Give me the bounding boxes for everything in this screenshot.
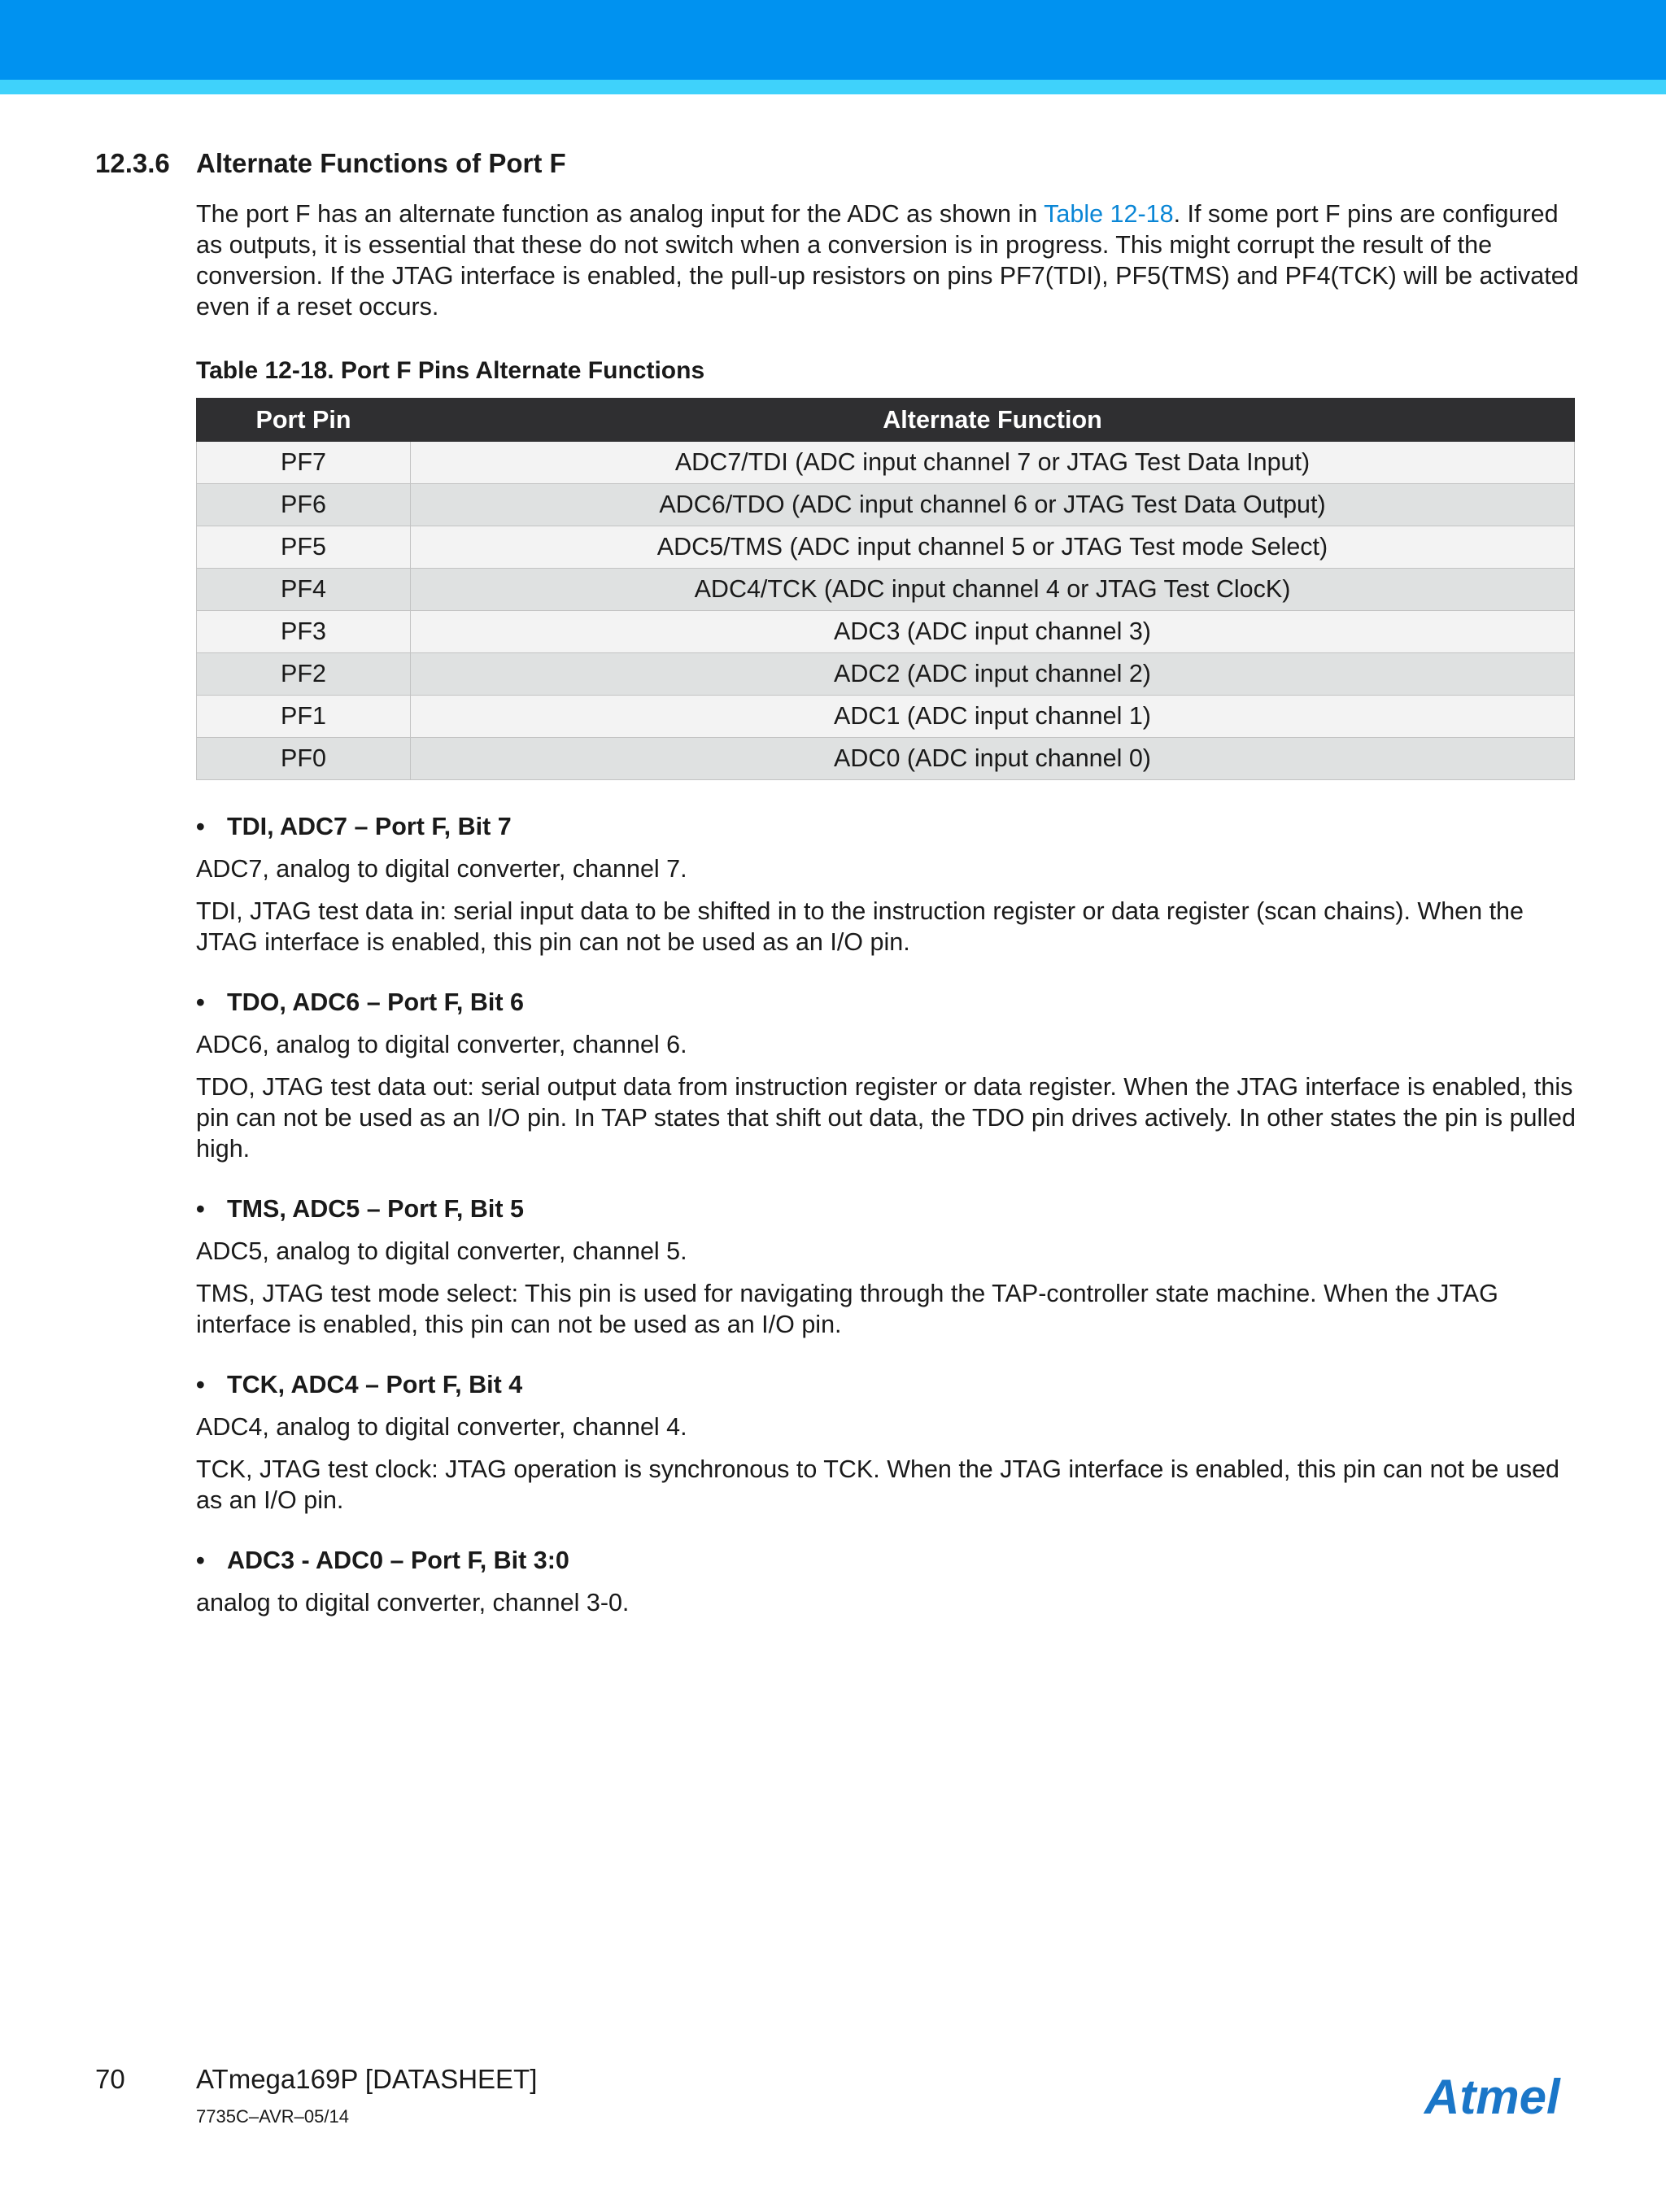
atmel-logo [1423, 2066, 1574, 2125]
bullet-heading-text: TMS, ADC5 – Port F, Bit 5 [227, 1195, 524, 1223]
bullet-heading-text: ADC3 - ADC0 – Port F, Bit 3:0 [227, 1547, 569, 1574]
intro-paragraph [196, 199, 1579, 322]
document-title: ATmega169P [DATASHEET] [196, 2064, 538, 2094]
bullet-heading-tdi-adc7 [196, 811, 1579, 842]
main-content [196, 199, 1579, 1618]
bullet-paragraph: TMS, JTAG test mode select: This pin is used for navigating through the TAP-controller state machine. When the JTAG interface is enabled, this pin can not be used as an I/O pin. [196, 1280, 1498, 1338]
bullet-heading-tdo-adc6 [196, 987, 1579, 1018]
bullet-paragraph: TCK, JTAG test clock: JTAG operation is synchronous to TCK. When the JTAG interface is enabled, this pin can not be used as an I/O pin. [196, 1455, 1560, 1514]
port-f-pins-table [196, 398, 1575, 780]
port-pin-cell: PF5 [197, 526, 411, 569]
port-pin-cell: PF2 [197, 653, 411, 696]
alternate-function-cell: ADC2 (ADC input channel 2) [411, 653, 1575, 696]
table-row [197, 484, 1575, 526]
table-row [197, 738, 1575, 780]
bullet-heading-tms-adc5 [196, 1193, 1579, 1224]
bullet-heading-text: TCK, ADC4 – Port F, Bit 4 [227, 1371, 523, 1398]
bullet-heading-text: TDI, ADC7 – Port F, Bit 7 [227, 813, 512, 840]
document-code: 7735C–AVR–05/14 [196, 2106, 349, 2127]
bullet-paragraph: ADC5, analog to digital converter, channel 5. [196, 1237, 687, 1265]
table-row [197, 442, 1575, 484]
table-header-row [197, 399, 1575, 442]
bullet-heading-text: TDO, ADC6 – Port F, Bit 6 [227, 988, 524, 1016]
table-row [197, 653, 1575, 696]
section-heading [95, 148, 566, 179]
bullet-paragraph: ADC6, analog to digital converter, channel 6. [196, 1031, 687, 1058]
intro-text-after: . If some port F pins are configured as outputs, it is essential that these do not switch when a conversion is in progress. This might corrupt the result of the conversion. If the JTAG interface is enabled, the pull-up resistors on pins PF7(TDI), PF5(TMS) and PF4(TCK) will be activated even if a reset occurs. [196, 200, 1579, 321]
atmel-logo-text: Atmel [1424, 2070, 1560, 2124]
table-caption: Table 12-18. Port F Pins Alternate Functions [196, 357, 705, 384]
bullet-paragraph: TDO, JTAG test data out: serial output data from instruction register or data register. When the JTAG interface is enabled, this pin can not be used as an I/O pin. In TAP states that shift out data, the TDO pin drives actively. In other states the pin is pulled high. [196, 1073, 1576, 1163]
table-row [197, 526, 1575, 569]
alternate-function-cell: ADC5/TMS (ADC input channel 5 or JTAG Test mode Select) [411, 526, 1575, 569]
bullet-icon: • [196, 988, 205, 1016]
section-title: Alternate Functions of Port F [196, 148, 566, 178]
bullet-icon: • [196, 1371, 205, 1398]
port-pin-cell: PF4 [197, 569, 411, 611]
port-pin-cell: PF7 [197, 442, 411, 484]
alternate-function-cell: ADC6/TDO (ADC input channel 6 or JTAG Test Data Output) [411, 484, 1575, 526]
port-pin-cell: PF3 [197, 611, 411, 653]
header-alternate-function: Alternate Function [411, 399, 1575, 442]
section-number: 12.3.6 [95, 148, 170, 178]
alternate-function-cell: ADC7/TDI (ADC input channel 7 or JTAG Test Data Input) [411, 442, 1575, 484]
alternate-function-cell: ADC1 (ADC input channel 1) [411, 696, 1575, 738]
bullet-icon: • [196, 813, 205, 840]
table-reference-link[interactable]: Table 12-18 [1044, 200, 1174, 228]
bullet-icon: • [196, 1195, 205, 1223]
bullet-paragraph: ADC7, analog to digital converter, channel 7. [196, 855, 687, 883]
table-row [197, 569, 1575, 611]
port-pin-cell: PF0 [197, 738, 411, 780]
table-row [197, 611, 1575, 653]
header-stripe [0, 80, 1666, 94]
port-pin-cell: PF6 [197, 484, 411, 526]
bullet-heading-tck-adc4 [196, 1369, 1579, 1400]
bullet-icon: • [196, 1547, 205, 1574]
page-number: 70 [95, 2064, 125, 2094]
bullet-paragraph: ADC4, analog to digital converter, channel 4. [196, 1413, 687, 1441]
header-port-pin: Port Pin [197, 399, 411, 442]
table-row [197, 696, 1575, 738]
alternate-function-cell: ADC0 (ADC input channel 0) [411, 738, 1575, 780]
intro-text-before: The port F has an alternate function as analog input for the ADC as shown in [196, 200, 1045, 228]
alternate-function-cell: ADC3 (ADC input channel 3) [411, 611, 1575, 653]
alternate-function-cell: ADC4/TCK (ADC input channel 4 or JTAG Test ClocK) [411, 569, 1575, 611]
bullet-paragraph: TDI, JTAG test data in: serial input data to be shifted in to the instruction register or data register (scan chains). When the JTAG interface is enabled, this pin can not be used as an I/O pin. [196, 897, 1524, 956]
port-pin-cell: PF1 [197, 696, 411, 738]
header-band [0, 0, 1666, 80]
bullet-paragraph: analog to digital converter, channel 3-0. [196, 1589, 630, 1616]
bullet-heading-adc3-adc0 [196, 1545, 1579, 1576]
